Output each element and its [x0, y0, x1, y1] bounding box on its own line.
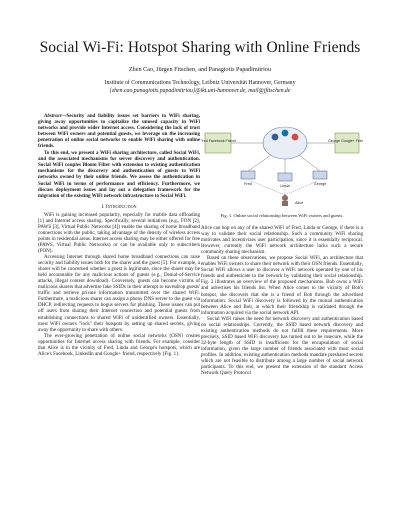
paper-title: Social Wi-Fi: Hotspot Sharing with Online Friends	[39, 39, 361, 56]
author-emails: {zhen.cao,panagiotis.papadimitriou}@ikt.uni-hannover.de, mail@jfitschen.de	[109, 87, 291, 94]
fred-hotspot	[241, 171, 255, 186]
intro-paragraph-1: WiFi is gaining increased popularity, especially for mobile data offloading [1] and Internet access sharing. Specifically, several initiatives (e.g., FON [2], PAWS [3], Virtual Public Networks [4]) enable the sharing of home broadband connections with the public, taking advantage of the density of wireless access points in residential areas. Internet access sharing may be either offered for free (PAWS, Virtual Public Networks) or can be available only to subscribers (FON).	[38, 211, 200, 254]
abstract-paragraph-2: To this end, we present a WiFi sharing architecture, called Social WiFi, and the associated mechanisms for server discovery and authentication. Social WiFi couples Bloom Filter with extension to existing authentication mechanisms for the discovery and authentication of guests to WiFi networks owned by their online friends. We assess the authentication in Social WiFi in terms of performance and efficiency. Furthermore, we discuss deployment issues and lay out a delegation framework for the migration of the existing WiFi network infrastructure to Social WiFi.	[38, 150, 200, 199]
section-heading: I. Introduction	[101, 203, 137, 210]
left-friend-box	[205, 133, 231, 153]
left-column	[38, 113, 200, 357]
right-paragraph-3: Social WiFi raises the need for network discovery and authentication based on social relationships. Currently, the SSID based network discovery and existing authentication methods do not fulfill these requirements. More precisely, SSID based WiFi discovery has turned out to be insecure, while the 32-byte length of SSID is insufficient for the encapsulation of social information, given the large number of friends associated with most social profiles. In addition, existing authentication methods mandate preshared secrets which are not feasible to distribute among a large number of social network participants. To this end, we present the extension of the standard Access Network Query Protocol	[201, 315, 363, 377]
abstract	[38, 113, 200, 199]
right-friend-box	[335, 133, 359, 153]
alice-label: Alice	[295, 201, 304, 205]
right-paragraph-2: Based on these observations, we propose Social WiFi, an architecture that enables WiFi owners to share their network with their OSN friends. Essentially, Social WiFi allows a user to discover a WiFi network operated by one of his friends and authenticate to the network by validating their social relationship. Fig. 2 illustrates an overview of the proposed mechanisms. Bob owns a WiFi and advertises his friends list. When Alice comes to the vicinity of Bob's hotspot, she discovers that she is a friend of Bob through the advertised information. Social WiFi discovery is followed by the mutual authentication between Alice and Bob, at which their friendship is validated through the information acquired via the social network API.	[201, 255, 363, 316]
right-column	[201, 225, 363, 376]
figure-caption: Fig. 1. Online social relationship between WiFi owners and guests.	[220, 213, 344, 218]
left-box-label: Fred Facebook Friend	[201, 139, 236, 143]
george-hotspot	[313, 171, 327, 186]
linkedin-icon	[282, 130, 289, 137]
george-label: George	[313, 182, 327, 186]
intro-paragraph-2: Accessing Internet through shared home broadband connections can raise security and liability issues both for the sharer and the guest [5]. For example, a sharer will be concerned whether a guest is legitimate, since the sharer may be held accountable for any malicious actions of guests (e.g., Denial-of-Service attacks, illegal content download). Conversely, guests can become victims of malicious sharers that advertise fake SSIDs in their attempt to eavesdrop guests' traffic and retrieve private information transmitted over the shared WiFi. Furthermore, a malicious sharer can assign a phony DNS server to the guest via DHCP, redirecting requests to bogus servers for phishing. These issues can put off users from sharing their Internet connection and potential guests from establishing connections to shared WiFi of unidentified owners. Essentially, most WiFi owners "lock" their hotspots by setting up shared secrets, giving away the opportunity to share with others.	[38, 254, 200, 333]
abstract-lead: Abstract	[44, 113, 62, 119]
alice-guest	[282, 195, 303, 206]
linda-label: Linda	[280, 184, 290, 188]
right-box-label: George Google+ Friend	[328, 139, 363, 143]
affiliation-block	[0, 80, 400, 95]
author-list: Zhen Cao, Jürgen Fitschen, and Panagiotis Papadimitriou	[128, 66, 272, 73]
figure-1	[201, 113, 363, 213]
googleplus-icon	[292, 134, 299, 141]
social-relationship-diagram	[201, 113, 363, 213]
right-paragraph-1: Alice can hop on any of the shared WiFi of Fred, Linda or George, if there is a way to validate their social relationship. Such a community WiFi sharing motivates and incentivizes user participation, since it is essentially reciprocal. However, currently the WiFi network architecture lacks such a secure community sharing mechanism.	[201, 225, 363, 256]
facebook-icon	[272, 134, 279, 141]
intro-paragraph-3: The ever-growing penetration of online social networks (OSN) creates opportunities for Internet access sharing with friends. For example, consider that Alice is in the vicinity of Fred, Linda and George's hotspots, which are Alice's Facebook, LinkedIn and Google+ friend, respectively (Fig. 1).	[38, 332, 200, 357]
abstract-paragraph-1: Abstract—Security and liability issues set barriers to WiFi sharing, giving away opportunities to capitalize the unused capacity in WiFi networks and provide wider Internet access. Considering the lack of trust between WiFi owners and potential guests, we leverage on the increasing penetration of online social networks to enable WiFi sharing with online friends.	[38, 113, 200, 150]
affiliation: Institute of Communications Technology, Leibniz Universität Hannover, Germany	[104, 80, 296, 86]
fred-label: Fred	[244, 182, 252, 186]
